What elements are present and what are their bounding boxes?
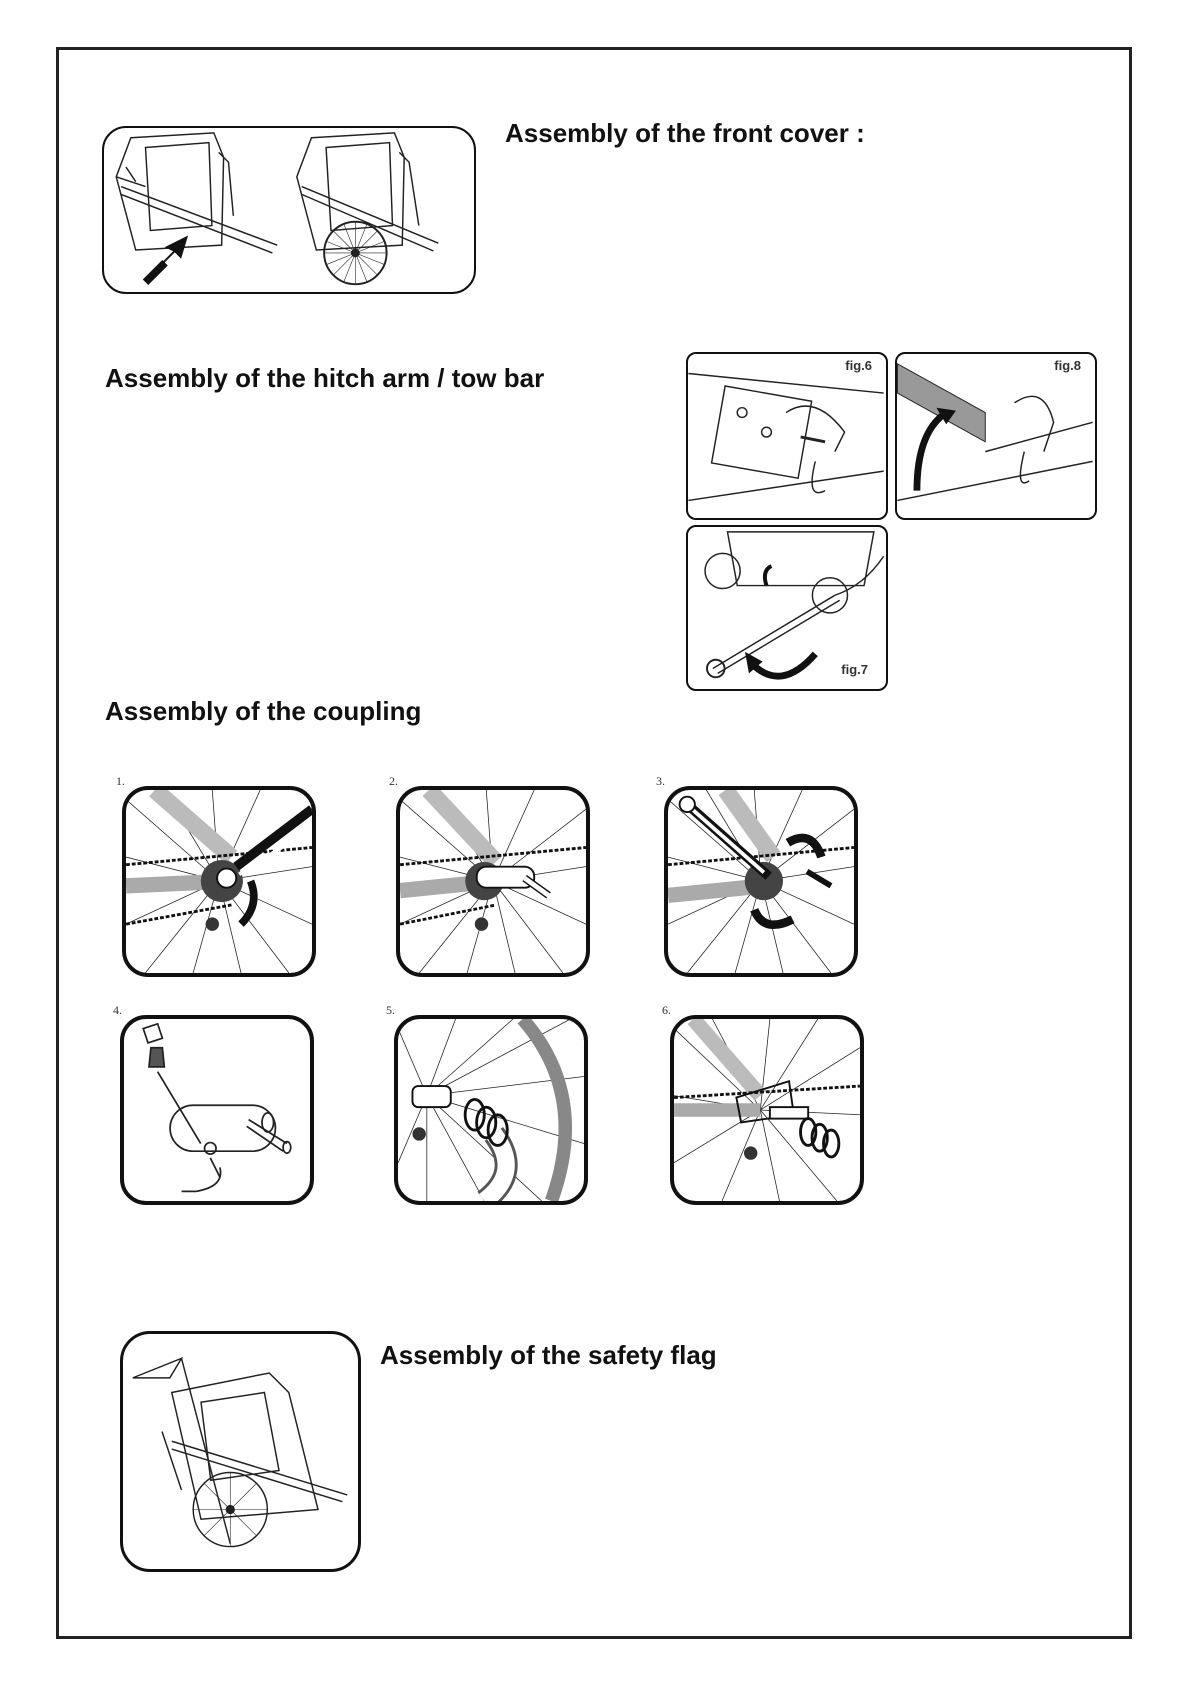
hitch-fig7-panel xyxy=(686,525,888,691)
step-6-number: 6. xyxy=(662,1003,671,1017)
hitch-fig8-panel xyxy=(895,352,1097,520)
front-cover-heading: Assembly of the front cover : xyxy=(505,118,865,148)
wheel-hub-tighten-illustration xyxy=(668,790,854,973)
coupling-step-5 xyxy=(394,1015,588,1205)
step-2-number: 2. xyxy=(389,774,398,788)
hitch-fig6-panel xyxy=(686,352,888,520)
coupling-heading: Assembly of the coupling xyxy=(105,696,422,726)
front-cover-illustration xyxy=(102,126,476,294)
step-3-number: 3. xyxy=(656,774,665,788)
trailer-flag-illustration xyxy=(123,1334,358,1569)
trailer-illustration xyxy=(104,128,474,292)
coupling-step-3 xyxy=(664,786,858,977)
safety-flag-illustration xyxy=(120,1331,361,1572)
safety-flag-heading: Assembly of the safety flag xyxy=(380,1340,717,1370)
hitch-spring-illustration xyxy=(398,1019,584,1201)
step-4-number: 4. xyxy=(113,1003,122,1017)
coupling-step-2 xyxy=(396,786,590,977)
axle-parts-illustration xyxy=(124,1019,310,1201)
hitch-arm-heading: Assembly of the hitch arm / tow bar xyxy=(105,363,545,393)
step-1-number: 1. xyxy=(116,774,125,788)
coupling-step-6 xyxy=(670,1015,864,1205)
fig8-label: fig.8 xyxy=(1054,358,1081,373)
coupling-step-1 xyxy=(122,786,316,977)
wheel-hub-axle-illustration xyxy=(400,790,586,973)
bracket-illustration xyxy=(688,354,886,518)
coupling-secured-illustration xyxy=(674,1019,860,1201)
coupling-step-4 xyxy=(120,1015,314,1205)
hitch-arm-rotation-illustration xyxy=(897,354,1095,518)
step-5-number: 5. xyxy=(386,1003,395,1017)
fig7-label: fig.7 xyxy=(841,662,868,677)
wheel-hub-wrench-illustration xyxy=(126,790,312,973)
fig6-label: fig.6 xyxy=(845,358,872,373)
